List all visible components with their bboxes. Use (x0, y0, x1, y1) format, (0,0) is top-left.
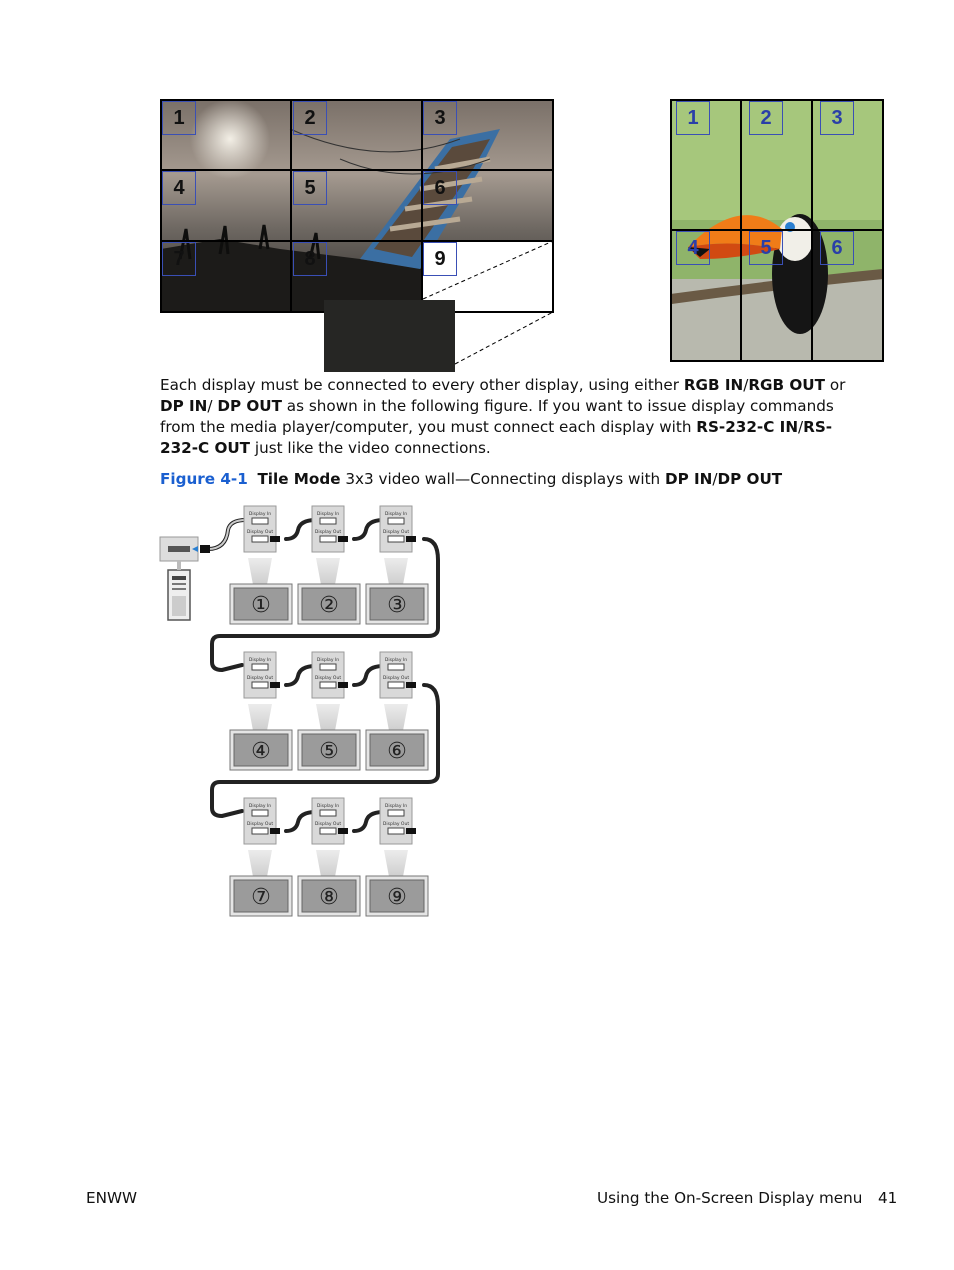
display-unit (366, 798, 428, 916)
display-number: ③ (387, 593, 407, 618)
display-unit (298, 506, 360, 624)
tile-number-8: 8 (293, 242, 327, 276)
display-number: ⑧ (319, 885, 339, 910)
port-in-label: Display In (248, 512, 272, 517)
tile-number-4: 4 (676, 231, 710, 265)
tile-number-6: 6 (820, 231, 854, 265)
cable-plug (270, 536, 280, 542)
display-number: ⑥ (387, 739, 407, 764)
tile-number-2: 2 (293, 101, 327, 135)
tile-number-3: 3 (820, 101, 854, 135)
port-out-label: Display Out (246, 530, 274, 535)
bold-term-dp-out: DP OUT (217, 397, 282, 415)
tile-number-6: 6 (423, 171, 457, 205)
port-in-label: Display In (316, 512, 340, 517)
tile-number-4: 4 (162, 171, 196, 205)
text-run: or (825, 376, 846, 394)
cable-plug (406, 682, 416, 688)
port-out-label: Display Out (382, 530, 410, 535)
display-number: ④ (251, 739, 271, 764)
tile-number-7: 7 (162, 242, 196, 276)
text-run: Each display must be connected to every other display, using either (160, 376, 684, 394)
tile-number-1: 1 (162, 101, 196, 135)
port-in-label: Display In (384, 804, 408, 809)
dp-out-port (388, 536, 404, 542)
dp-out-port (320, 828, 336, 834)
body-paragraph (160, 375, 870, 459)
tile-number-3: 3 (423, 101, 457, 135)
text-run: / (743, 376, 749, 394)
media-player-icon (160, 537, 198, 620)
text-run: as shown in the following figure. If you want to issue display commands from the media player/computer, you must connect each display with (160, 397, 834, 436)
cable-plug (406, 828, 416, 834)
port-out-label: Display Out (314, 822, 342, 827)
port-in-label: Display In (384, 512, 408, 517)
display-number: ⑨ (387, 885, 407, 910)
display-number: ① (251, 593, 271, 618)
display-unit (230, 652, 292, 770)
port-out-label: Display Out (246, 676, 274, 681)
video-wall-toucan-illustration (670, 99, 884, 362)
display-unit (298, 798, 360, 916)
text-run: just like the video connections. (250, 439, 491, 457)
video-wall-boat-illustration (160, 99, 554, 372)
dp-out-port (388, 682, 404, 688)
text-run: / (207, 397, 218, 415)
figure-caption (160, 469, 870, 490)
port-out-label: Display Out (314, 676, 342, 681)
port-out-label: Display Out (382, 822, 410, 827)
bold-term-rs232-out: RS-232-C OUT (160, 418, 833, 457)
cable-plug (338, 682, 348, 688)
caption-sep: / (712, 470, 718, 488)
bold-term-rgb-in: RGB IN (683, 376, 744, 394)
dp-in-port (252, 664, 268, 670)
display-unit (230, 506, 292, 624)
port-out-label: Display Out (246, 822, 274, 827)
dp-in-port (252, 810, 268, 816)
caption-dp-in: DP IN (665, 470, 713, 488)
display-unit (366, 652, 428, 770)
port-in-label: Display In (316, 658, 340, 663)
display-unit (298, 652, 360, 770)
port-in-label: Display In (384, 658, 408, 663)
dp-in-port (388, 518, 404, 524)
dp-in-port (388, 664, 404, 670)
footer-page-number: 41 (878, 1189, 898, 1207)
figure-label: Figure 4-1 (160, 470, 248, 488)
caption-text: 3x3 video wall—Connecting displays with (340, 470, 665, 488)
display-number: ⑤ (319, 739, 339, 764)
dp-out-port (252, 682, 268, 688)
tile-number-9: 9 (423, 242, 457, 276)
port-in-label: Display In (316, 804, 340, 809)
dp-out-port (252, 536, 268, 542)
dp-in-port (388, 810, 404, 816)
tile-number-5: 5 (749, 231, 783, 265)
bold-term-rs232-in: RS-232-C IN (696, 418, 799, 436)
display-number: ② (319, 593, 339, 618)
dp-in-port (252, 518, 268, 524)
display-number: ⑦ (251, 885, 271, 910)
cable-plug (338, 536, 348, 542)
dp-daisy-chain-diagram (156, 500, 446, 930)
connection-diagram-svg (156, 500, 446, 930)
port-out-label: Display Out (314, 530, 342, 535)
text-run: / (798, 418, 804, 436)
caption-mode: Tile Mode (257, 470, 341, 488)
bold-term-dp-in: DP IN (160, 397, 208, 415)
caption-dp-out: DP OUT (717, 470, 783, 488)
dp-in-port (320, 810, 336, 816)
display-unit (230, 798, 292, 916)
display-unit (366, 506, 428, 624)
dp-in-port (320, 664, 336, 670)
bold-term-rgb-out: RGB OUT (748, 376, 825, 394)
boat-photo (160, 99, 554, 372)
dp-out-port (320, 682, 336, 688)
tile-number-2: 2 (749, 101, 783, 135)
tile-number-5: 5 (293, 171, 327, 205)
port-in-label: Display In (248, 658, 272, 663)
dp-in-port (320, 518, 336, 524)
port-out-label: Display Out (382, 676, 410, 681)
cable-plug (338, 828, 348, 834)
footer-doc-id: ENWW (86, 1189, 137, 1207)
cable-plug (406, 536, 416, 542)
cable-plug (270, 828, 280, 834)
dp-out-port (252, 828, 268, 834)
port-in-label: Display In (248, 804, 272, 809)
dp-out-port (320, 536, 336, 542)
tile-number-1: 1 (676, 101, 710, 135)
dp-out-port (388, 828, 404, 834)
footer-section-title: Using the On-Screen Display menu (597, 1189, 863, 1207)
cable-plug (270, 682, 280, 688)
